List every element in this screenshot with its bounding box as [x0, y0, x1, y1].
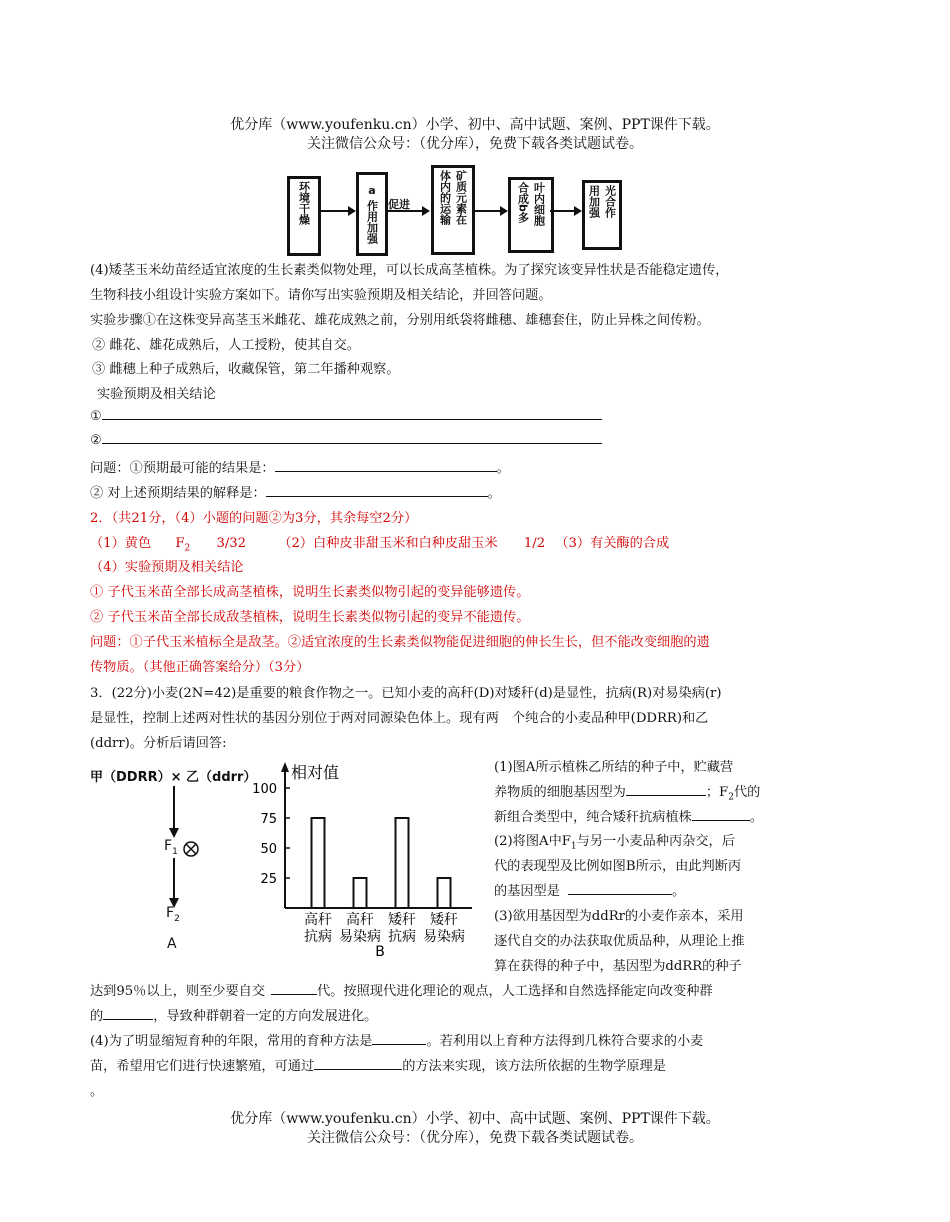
q3-full-3	[90, 1030, 703, 1049]
q3-full-2	[90, 1005, 377, 1024]
q3-right-4sub: 1	[570, 841, 577, 852]
y-axis-label: 相对值	[291, 763, 340, 782]
q4-pred2-label: ②	[90, 433, 102, 448]
q3-full-1b: 代。按照现代进化理论的观点，人工选择和自然选择能定向改变种群	[317, 984, 713, 999]
q3-right-4a: (2)将图A中F	[494, 834, 571, 849]
q3-blank-ratio[interactable]	[692, 809, 750, 821]
footer-line-1: 优分库（www.youfenku.cn）小学、初中、高中试题、案例、PPT课件下载。	[230, 1111, 720, 1127]
flow-box-dry-text: 环境干燥	[297, 181, 311, 225]
answer2-row-1	[90, 532, 669, 554]
answer2-a9: ② 子代玉米苗全部长成敌茎植株，说明生长素类似物引起的变异不能遗传。	[90, 610, 530, 625]
category-label-top: 矮秆	[430, 912, 458, 928]
q4-para-2: 生物科技小组设计实验方案如下。请你写出实验预期及相关结论，并回答问题。	[90, 288, 552, 303]
q3-right-1: (1)图A所示植株乙所结的种子中，贮藏营	[494, 760, 734, 775]
flow-arrow-4	[550, 204, 582, 218]
q4-pred1-label: ①	[90, 409, 102, 424]
flow-box-photo-right: 用加强	[587, 185, 601, 218]
q3-blank-genotype[interactable]	[568, 883, 672, 895]
bar	[396, 818, 409, 908]
q4-question-2-text: ② 对上述预期结果的解释是：	[90, 486, 266, 501]
header-line-1: 优分库（www.youfenku.cn）小学、初中、高中试题、案例、PPT课件下载。	[230, 117, 720, 133]
q4-prediction-title: 实验预期及相关结论	[97, 387, 216, 402]
category-label-bottom: 易染病	[423, 929, 465, 945]
flow-arrow-1	[318, 204, 356, 218]
answer2-a11: 传物质。（其他正确答案给分）（3分）	[90, 660, 310, 675]
flow-box-leaf-left: 叶内细胞	[532, 182, 546, 226]
q3-right-6a: 的基因型是	[494, 884, 560, 899]
q3-right-2a: 养物质的细胞基因型为	[494, 785, 626, 800]
self-cross-icon	[182, 840, 200, 858]
q3-para-3: (ddrr)。分析后请回答:	[90, 736, 227, 751]
figure-a-f2-sub: 2	[174, 913, 180, 924]
q3-para-1: 3．(22分)小麦(2N=42)是重要的粮食作物之一。已知小麦的高秆(D)对矮秆(d)是显性，抗病(R)对易染病(r)	[90, 686, 722, 701]
q3-right-2b: ；F	[705, 785, 729, 800]
answer2-title: 2．（共21分，（4）小题的问题②为3分，其余每空2分）	[90, 511, 418, 526]
figure-a-f1-text: F	[164, 838, 173, 854]
figure-a-f2-text: F	[166, 905, 175, 921]
category-label-bottom: 易染病	[339, 929, 381, 945]
flow-promote-label: 促进	[388, 198, 410, 211]
figure-b-chart	[240, 758, 480, 968]
q4-question-2-blank[interactable]	[266, 485, 488, 497]
q3-full-2a: 的	[90, 1009, 104, 1024]
y-tick-label: 25	[260, 872, 277, 887]
flow-box-dry	[287, 176, 321, 256]
q3-right-6	[494, 880, 685, 899]
y-tick-label: 100	[252, 782, 277, 797]
q3-blank-endosperm[interactable]	[626, 784, 706, 796]
answer2-a3: 3/32	[216, 536, 247, 551]
flow-box-photo-left: 光合作	[603, 185, 617, 218]
q3-right-3b: 。	[749, 810, 763, 825]
q3-full-3a: (4)为了明显缩短育种的年限，常用的育种方法是	[90, 1034, 373, 1049]
category-label-top: 高秆	[304, 912, 332, 928]
flow-box-photo	[582, 180, 622, 250]
category-label-bottom: 抗病	[304, 929, 332, 945]
category-label-top: 高秆	[346, 912, 374, 928]
q3-right-2sub: 2	[728, 792, 734, 803]
answer2-a5: 1/2	[523, 536, 546, 551]
figure-a-cross: 甲（DDRR）× 乙（ddrr）	[90, 770, 257, 785]
answer2-a8: ① 子代玉米苗全部长成高茎植株，说明生长素类似物引起的变异能够遗传。	[90, 585, 530, 600]
q3-right-4	[494, 830, 735, 852]
q3-full-5: 。	[90, 1084, 104, 1099]
q3-blank-propagation[interactable]	[314, 1058, 402, 1070]
flow-box-mineral-left: 矿质元素在	[454, 170, 468, 225]
x-axis-label: B	[375, 944, 385, 960]
q3-right-6b: 。	[671, 884, 686, 899]
q3-para-2: 是显性，控制上述两对性状的基因分别位于两对同源染色体上。现有两 个纯合的小麦品种甲(DDRR)和乙	[90, 711, 709, 726]
flow-box-a-letter: a	[368, 184, 376, 197]
q3-blank-breeding-method[interactable]	[372, 1033, 426, 1045]
q4-step-2: ② 雌花、雄花成熟后，人工授粉，使其自交。	[92, 338, 360, 353]
answer2-a2-sub: 2	[184, 543, 191, 554]
bar	[312, 818, 325, 908]
q3-right-3a: 新组合类型中，纯合矮秆抗病植株	[494, 810, 692, 825]
category-label-bottom: 抗病	[388, 929, 416, 945]
q3-right-3	[494, 806, 763, 825]
answer2-a2-f: F	[175, 536, 185, 551]
flow-box-a-text: 作用加强	[365, 200, 379, 244]
q3-blank-gene-frequency[interactable]	[103, 1008, 153, 1020]
figure-a-f2	[166, 905, 180, 924]
y-axis-arrow	[281, 762, 289, 772]
q3-full-4	[90, 1055, 666, 1074]
bar	[354, 878, 367, 908]
answer2-a4: （2）白种皮非甜玉米和白种皮甜玉米	[278, 536, 498, 551]
q4-question-2-period: 。	[487, 486, 501, 501]
q3-full-1	[90, 980, 713, 999]
bar	[438, 878, 451, 908]
q4-pred2-blank[interactable]	[102, 432, 602, 444]
answer2-a7: （4）实验预期及相关结论	[90, 560, 244, 575]
q4-question-1-blank[interactable]	[275, 460, 497, 472]
q4-prediction-2	[90, 432, 602, 448]
q3-right-8: 逐代自交的办法获取优质品种，从理论上推	[494, 934, 745, 949]
q4-step-1: 实验步骤①在这株变异高茎玉米雌花、雄花成熟之前，分别用纸袋将雌穗、雄穗套住，防止异株之间传粉。	[90, 313, 710, 328]
figure-a-label: A	[167, 936, 177, 952]
answer2-a1: （1）黄色	[90, 536, 152, 551]
q3-right-7: (3)欲用基因型为ddRr的小麦作亲本，采用	[494, 909, 744, 924]
flow-arrow-3	[472, 204, 508, 218]
answer2-a2	[175, 536, 191, 554]
q4-question-1	[90, 457, 510, 476]
q3-full-2b: ，导致种群朝着一定的方向发展进化。	[153, 1009, 378, 1024]
q3-right-5: 代的表现型及比例如图B所示，由此判断丙	[494, 859, 742, 874]
flow-box-leaf-right: 合成b多	[516, 182, 530, 223]
flow-box-mineral-right: 体内的运输	[438, 170, 452, 225]
q4-para-1: (4)矮茎玉米幼苗经适宜浓度的生长素类似物处理，可以长成高茎植株。为了探究该变异性状是否能稳定遗传，	[90, 263, 729, 278]
q3-right-2	[494, 781, 760, 803]
flow-box-leaf	[508, 177, 554, 253]
figure-a-f1	[164, 838, 178, 857]
footer-line-2: 关注微信公众号：（优分库），免费下载各类试题试卷。	[307, 1130, 643, 1146]
q4-question-1-text: 问题：①预期最可能的结果是：	[90, 461, 275, 476]
q3-full-1a: 达到95％以上，则至少要自交	[90, 984, 266, 999]
q4-question-1-period: 。	[496, 461, 510, 476]
answer2-a6: （3）有关酶的合成	[555, 536, 670, 551]
q3-full-3b: 。若利用以上育种方法得到几株符合要求的小麦	[426, 1034, 704, 1049]
q3-right-2c: 代的	[733, 785, 761, 800]
figure-a-f1-sub: 1	[172, 846, 178, 857]
q3-full-4b: 的方法来实现，该方法所依据的生物学原理是	[402, 1059, 666, 1074]
q3-right-9: 算在获得的种子中，基因型为ddRR的种子	[494, 959, 742, 974]
answer2-a10: 问题：①子代玉米植标全是敌茎。②适宜浓度的生长素类似物能促进细胞的伸长生长，但不能改变细胞的遗	[90, 635, 710, 650]
flow-box-mineral	[431, 165, 475, 255]
flow-arrow-2	[386, 204, 430, 218]
flow-box-a	[356, 172, 388, 256]
q3-blank-generations[interactable]	[271, 983, 317, 995]
y-tick-label: 75	[260, 812, 277, 827]
q4-question-2	[90, 482, 501, 501]
q3-full-4a: 苗，希望用它们进行快速繁殖，可通过	[90, 1059, 315, 1074]
q3-right-4b: 与另一小麦品种丙杂交，后	[576, 834, 735, 849]
y-tick-label: 50	[260, 842, 277, 857]
category-label-top: 矮秆	[388, 912, 416, 928]
q4-step-3: ③ 雌穗上种子成熟后，收藏保管，第二年播种观察。	[92, 362, 400, 377]
q4-prediction-1	[90, 408, 602, 424]
q4-pred1-blank[interactable]	[102, 408, 602, 420]
header-line-2: 关注微信公众号：（优分库），免费下载各类试题试卷。	[307, 136, 643, 152]
